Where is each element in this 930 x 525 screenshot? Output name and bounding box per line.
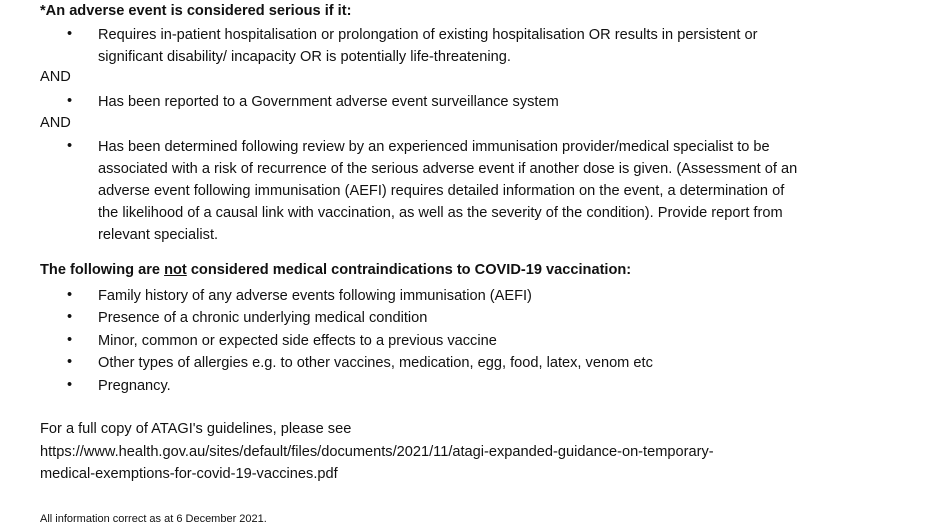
text-line: Requires in-patient hospitalisation or prolongation of existing hospitalisation OR results in persistent or: [98, 27, 758, 43]
bullet-marker: •: [67, 354, 73, 370]
criterion-reported: [98, 91, 918, 113]
text-line: adverse event following immunisation (AEFI) requires detailed information on the event, a determination of: [98, 183, 785, 199]
and-connector: AND: [40, 115, 71, 131]
list-item: Presence of a chronic underlying medical condition: [98, 310, 428, 326]
bullet-marker: •: [67, 332, 73, 348]
list-item: Other types of allergies e.g. to other vaccines, medication, egg, food, latex, venom etc: [98, 355, 653, 371]
list-item: Pregnancy.: [98, 378, 171, 394]
footer-note: All information correct as at 6 December 2021.: [40, 513, 267, 525]
bullet-marker: •: [67, 93, 73, 109]
list-item: Family history of any adverse events following immunisation (AEFI): [98, 288, 532, 304]
text-line: relevant specialist.: [98, 227, 219, 243]
criterion-hospitalisation: [98, 24, 918, 68]
bullet-marker: •: [67, 309, 73, 325]
text-line: Has been reported to a Government adverse event surveillance system: [98, 94, 559, 110]
serious-event-heading: *An adverse event is considered serious if it:: [40, 3, 352, 19]
criterion-specialist-review: [98, 136, 918, 246]
text-line: the likelihood of a causal link with vaccination, as well as the severity of the condition). Provide report from: [98, 205, 783, 221]
bullet-marker: •: [67, 26, 73, 42]
text-line: Has been determined following review by an experienced immunisation provider/medical specialist to be: [98, 139, 770, 155]
bullet-marker: •: [67, 287, 73, 303]
and-connector: AND: [40, 69, 71, 85]
text-line: significant disability/ incapacity OR is potentially life-threatening.: [98, 49, 511, 65]
heading-text: considered medical contraindications to COVID-19 vaccination:: [186, 262, 632, 278]
bullet-marker: •: [67, 377, 73, 393]
guidelines-url-line: https://www.health.gov.au/sites/default/files/documents/2021/11/atagi-expanded-guidance-on-temporary-: [40, 443, 714, 460]
not-contraindications-heading: [40, 262, 631, 278]
heading-text: The following are: [40, 262, 165, 278]
guidelines-url-line: medical-exemptions-for-covid-19-vaccines.pdf: [40, 466, 338, 482]
heading-emphasis: not: [164, 262, 187, 278]
text-line: associated with a risk of recurrence of the serious adverse event if another dose is given. (Assessment of an: [98, 161, 798, 177]
list-item: Minor, common or expected side effects to a previous vaccine: [98, 333, 497, 349]
guidelines-paragraph: [40, 418, 714, 486]
guidelines-intro: For a full copy of ATAGI's guidelines, please see: [40, 421, 352, 437]
bullet-marker: •: [67, 138, 73, 154]
